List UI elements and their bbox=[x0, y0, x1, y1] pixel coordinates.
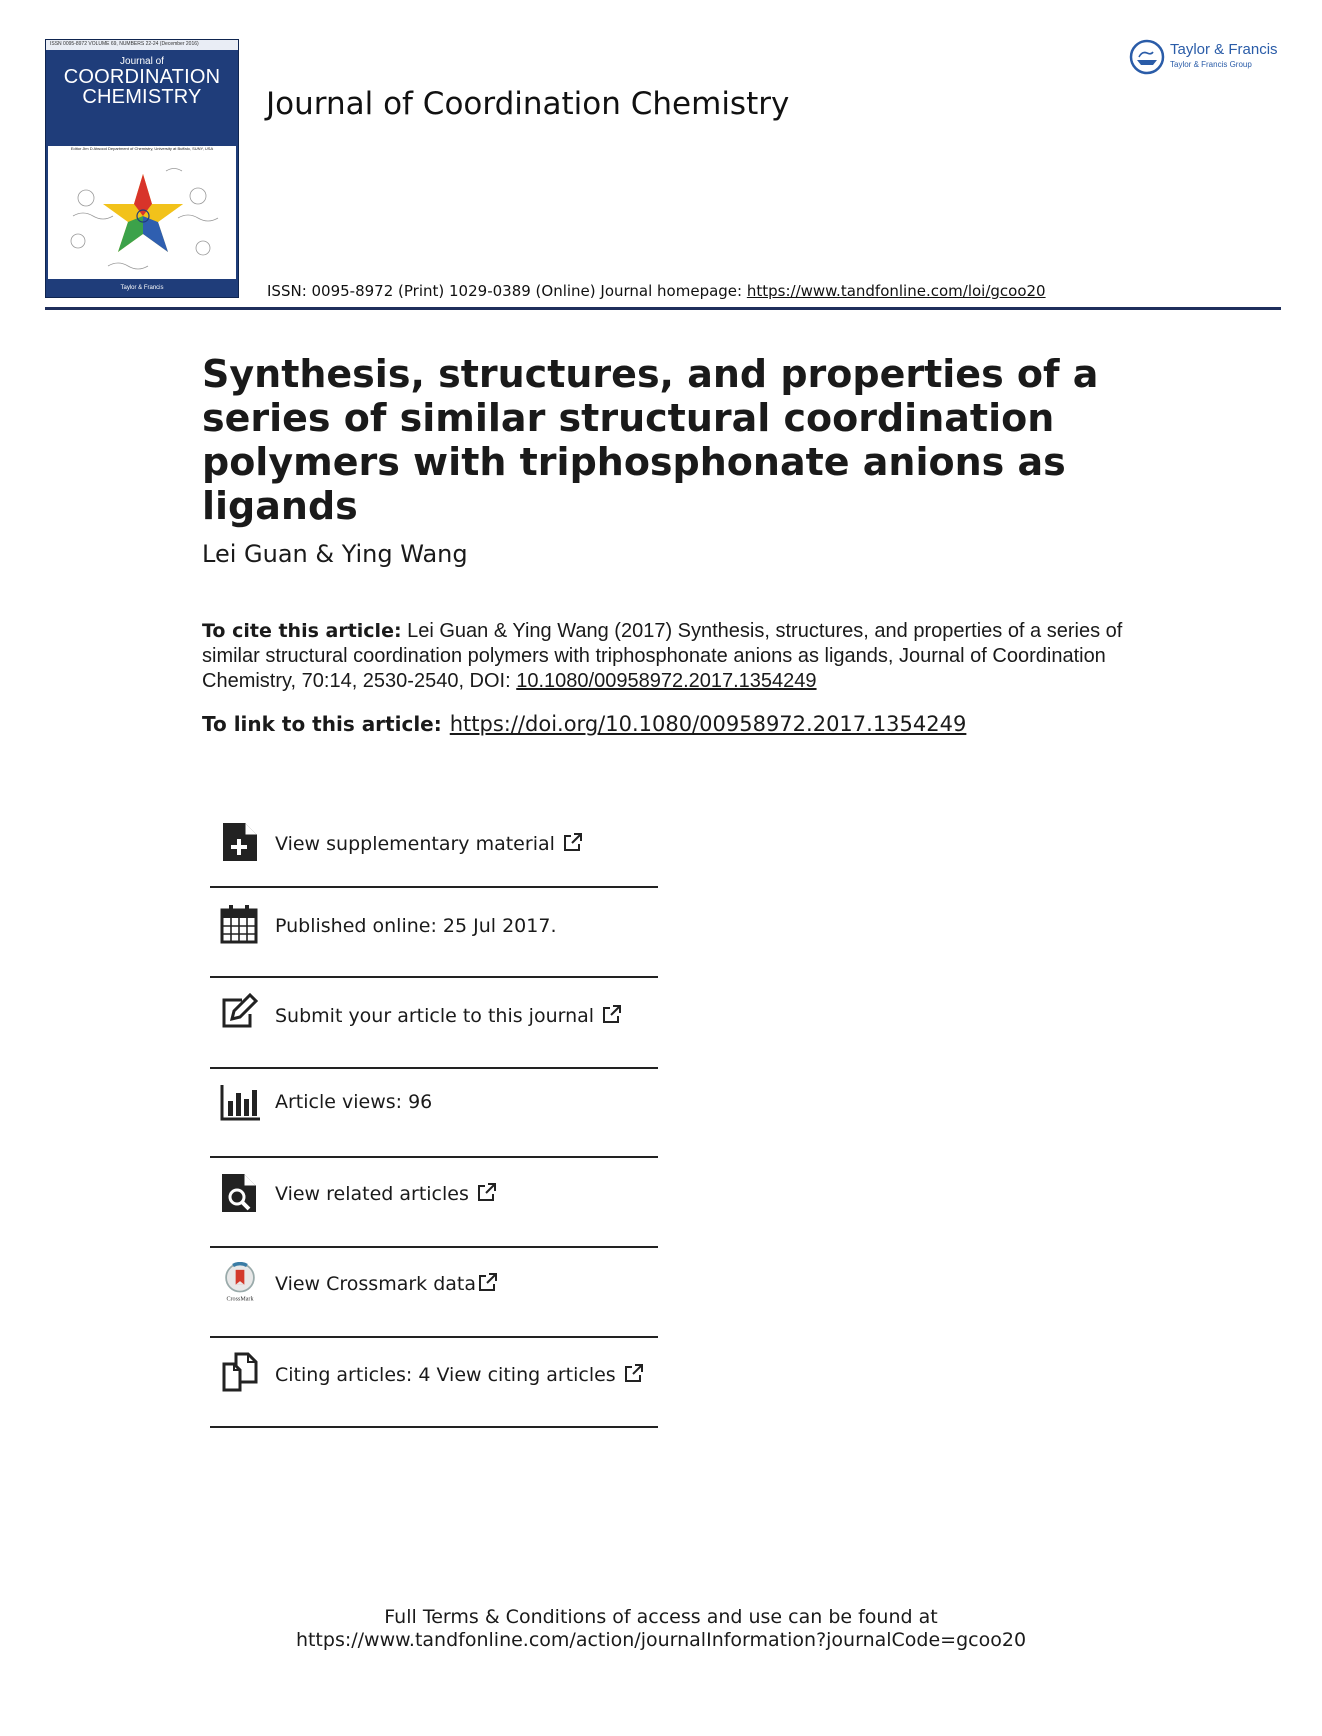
cover-title-line1: COORDINATION bbox=[63, 66, 221, 88]
menu-label-crossmark bbox=[275, 1272, 498, 1295]
crossmark-text: View Crossmark data bbox=[275, 1273, 477, 1295]
cite-doi-link[interactable]: 10.1080/00958972.2017.1354249 bbox=[516, 670, 817, 692]
supplementary-text: View supplementary material bbox=[275, 833, 555, 855]
search-document-icon bbox=[220, 1173, 260, 1213]
terms-line1: Full Terms & Conditions of access and use can be found at bbox=[384, 1606, 938, 1628]
external-link-icon bbox=[602, 1004, 622, 1024]
calendar-icon bbox=[220, 904, 260, 944]
bar-chart-icon bbox=[220, 1083, 260, 1123]
journal-name: Journal of Coordination Chemistry bbox=[266, 86, 790, 122]
menu-label-submit bbox=[275, 1004, 622, 1027]
cover-journal-of: Journal of bbox=[120, 56, 164, 67]
menu-label-supplementary bbox=[275, 832, 583, 855]
published-online-text: Published online: 25 Jul 2017. bbox=[275, 915, 557, 937]
menu-item-views bbox=[210, 1069, 658, 1158]
journal-homepage-link[interactable]: https://www.tandfonline.com/loi/gcoo20 bbox=[746, 282, 1046, 300]
publisher-group: Taylor & Francis Group bbox=[1170, 60, 1252, 69]
cover-editor: Editor Jim D Atwood Department of Chemistry, University at Buffalo, SUNY, USA bbox=[48, 146, 236, 156]
cover-title-line2: CHEMISTRY bbox=[82, 86, 202, 108]
header-divider bbox=[45, 307, 1281, 310]
article-doi-url[interactable]: https://doi.org/10.1080/00958972.2017.1354249 bbox=[449, 712, 967, 736]
publisher-name: Taylor & Francis bbox=[1170, 41, 1278, 58]
issn-line bbox=[267, 282, 1046, 300]
citation-block bbox=[202, 619, 1132, 694]
file-plus-icon bbox=[220, 822, 260, 862]
article-title: Synthesis, structures, and properties of a series of similar structural coordination polymers with triphosphonate anions as ligands bbox=[202, 352, 1099, 528]
submit-text: Submit your article to this journal bbox=[275, 1005, 595, 1027]
menu-item-submit[interactable] bbox=[210, 978, 658, 1069]
cover-star-icon bbox=[48, 156, 238, 281]
external-link-icon bbox=[478, 1272, 498, 1292]
cover-artwork bbox=[48, 156, 236, 279]
crossmark-logo-text: CrossMark bbox=[226, 1296, 254, 1302]
cover-heading bbox=[46, 50, 238, 146]
external-link-icon bbox=[563, 832, 583, 852]
issn-text: ISSN: 0095-8972 (Print) 1029-0389 (Online) Journal homepage: bbox=[267, 282, 747, 300]
cover-issn-line: ISSN 0095-8972 VOLUME 69, NUMBERS 22-24 (December 2016) bbox=[46, 40, 238, 50]
menu-item-crossmark[interactable] bbox=[210, 1248, 658, 1338]
cover-publisher: Taylor & Francis bbox=[120, 285, 164, 291]
article-views-text: Article views: 96 bbox=[275, 1091, 433, 1113]
terms-url[interactable]: https://www.tandfonline.com/action/journalInformation?journalCode=gcoo20 bbox=[295, 1629, 1027, 1651]
external-link-icon bbox=[624, 1363, 644, 1383]
link-label: To link to this article: bbox=[202, 712, 442, 736]
menu-item-citing[interactable] bbox=[210, 1338, 658, 1428]
related-text: View related articles bbox=[275, 1183, 469, 1205]
publisher-logo-icon bbox=[1128, 38, 1166, 76]
menu-item-supplementary[interactable] bbox=[210, 800, 658, 888]
article-actions-list bbox=[210, 800, 658, 1428]
external-link-icon bbox=[477, 1182, 497, 1202]
citing-text: Citing articles: 4 View citing articles bbox=[275, 1364, 616, 1386]
cite-label: To cite this article: bbox=[202, 620, 402, 642]
menu-label-citing bbox=[275, 1363, 644, 1386]
menu-item-related[interactable] bbox=[210, 1158, 658, 1248]
article-authors: Lei Guan & Ying Wang bbox=[202, 540, 468, 568]
edit-icon bbox=[220, 992, 260, 1032]
menu-item-published bbox=[210, 888, 658, 978]
cite-text: Lei Guan & Ying Wang (2017) Synthesis, structures, and properties of a series of similar structural coordination polymers with triphosphonate anions as ligands, Journal of Coordination Chemistry, 70:14, 2530-2540, DOI: bbox=[202, 620, 1123, 692]
copy-documents-icon bbox=[220, 1352, 260, 1392]
crossmark-icon bbox=[220, 1262, 260, 1302]
article-link-line bbox=[202, 712, 966, 736]
journal-cover-image bbox=[45, 39, 239, 298]
terms-footer bbox=[0, 1606, 1322, 1652]
menu-label-related bbox=[275, 1182, 497, 1205]
